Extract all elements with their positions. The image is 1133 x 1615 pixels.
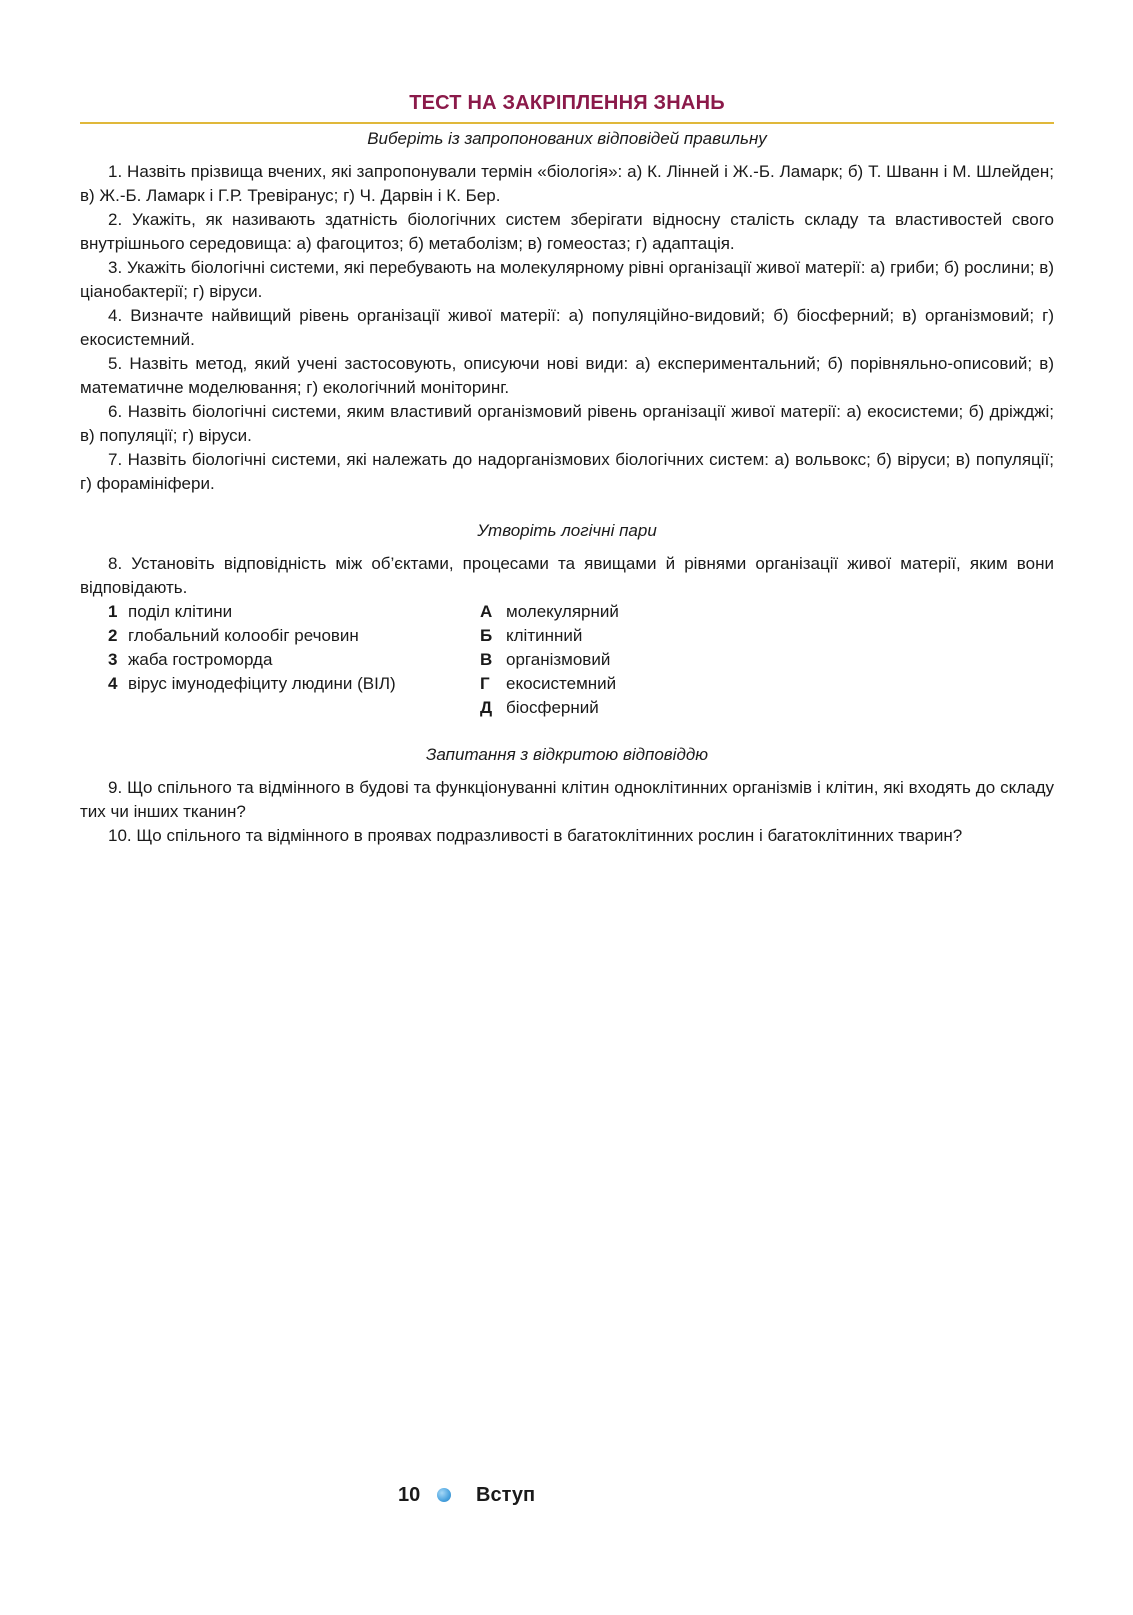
match-left-key: 3	[108, 650, 118, 669]
match-right-item	[480, 696, 780, 720]
page-title: ТЕСТ НА ЗАКРІПЛЕННЯ ЗНАНЬ	[409, 92, 725, 114]
match-left-key: 4	[108, 674, 118, 693]
match-right-text: організмовий	[506, 650, 611, 669]
match-right-item	[480, 624, 780, 648]
match-left-text: жаба гостроморда	[128, 650, 273, 669]
match-right-key: Б	[480, 626, 493, 645]
bullet-dot-icon	[437, 1488, 451, 1502]
question-1: 1. Назвіть прізвища вчених, які запропонували термін «біологія»: а) К. Лінней і Ж.-Б. Ламарк; б) Т. Шванн і М. Шлейден; в) Ж.-Б. Ламарк і Г.Р. Тревіранус; г) Ч. Дарвін і К. Бер.	[80, 162, 1054, 205]
match-right-key: А	[480, 602, 493, 621]
match-right-key: Г	[480, 674, 490, 693]
section1-heading: Виберіть із запропонованих відповідей правильну	[367, 129, 767, 148]
match-right-text: біосферний	[506, 698, 599, 717]
match-left-item	[108, 672, 480, 696]
question-9: 9. Що спільного та відмінного в будові та функціонуванні клітин одноклітинних організмів і клітин, які входять до складу тих чи інших тканин?	[80, 778, 1054, 821]
match-right-key: Д	[480, 698, 493, 717]
matching-table	[80, 600, 1054, 720]
question-7: 7. Назвіть біологічні системи, які належать до надорганізмових біологічних систем: а) вольвокс; б) віруси; в) популяції; г) форамініфери.	[80, 450, 1054, 493]
matching-left-column	[80, 600, 480, 720]
match-right-item	[480, 648, 780, 672]
match-right-text: клітинний	[506, 626, 583, 645]
match-right-item	[480, 672, 780, 696]
page-content	[80, 88, 1054, 848]
question-10: 10. Що спільного та відмінного в проявах подразливості в багатоклітинних рослин і багатоклітинних тварин?	[108, 826, 963, 845]
match-left-item	[108, 600, 480, 624]
question-8: 8. Установіть відповідність між об’єктами, процесами та явищами й рівнями організації живої матерії, яким вони відповідають.	[80, 554, 1054, 597]
section3-heading: Запитання з відкритою відповіддю	[425, 745, 709, 764]
match-left-text: поділ клітини	[128, 602, 233, 621]
match-left-item	[108, 648, 480, 672]
question-6: 6. Назвіть біологічні системи, яким властивий організмовий рівень організації живої матерії: а) екосистеми; б) дріжджі; в) популяції; г) віруси.	[80, 402, 1054, 445]
section3-questions	[80, 776, 1054, 848]
section2-heading: Утворіть логічні пари	[477, 521, 657, 540]
match-right-key: В	[480, 650, 493, 669]
match-left-text: глобальний колообіг речовин	[128, 626, 359, 645]
question-4: 4. Визначте найвищий рівень організації живої матерії: а) популяційно-видовий; б) біосферний; в) організмовий; г) екосистемний.	[80, 306, 1054, 349]
question-5: 5. Назвіть метод, який учені застосовують, описуючи нові види: а) експериментальний; б) порівняльно-описовий; в) математичне моделювання; г) екологічний моніторинг.	[80, 354, 1054, 397]
match-right-item	[480, 600, 780, 624]
match-left-key: 2	[108, 626, 118, 645]
title-divider	[80, 122, 1054, 124]
match-left-key: 1	[108, 602, 118, 621]
section1-questions	[80, 160, 1054, 496]
match-right-text: екосистемний	[506, 674, 617, 693]
match-right-text: молекулярний	[506, 602, 619, 621]
section-name: Вступ	[476, 1484, 536, 1506]
page-number: 10	[398, 1484, 421, 1506]
question-2: 2. Укажіть, як називають здатність біологічних систем зберігати відносну сталість складу та властивостей свого внутрішнього середовища: а) фагоцитоз; б) метаболізм; в) гомеостаз; г) адаптація.	[80, 210, 1054, 253]
question-3: 3. Укажіть біологічні системи, які перебувають на молекулярному рівні організації живої матерії: а) гриби; б) рослини; в) ціанобактерії; г) віруси.	[80, 258, 1054, 301]
section2-questions	[80, 552, 1054, 720]
match-left-text: вірус імунодефіциту людини (ВІЛ)	[128, 674, 396, 693]
page-footer	[0, 1480, 1133, 1510]
matching-right-column	[480, 600, 780, 720]
match-left-item	[108, 624, 480, 648]
